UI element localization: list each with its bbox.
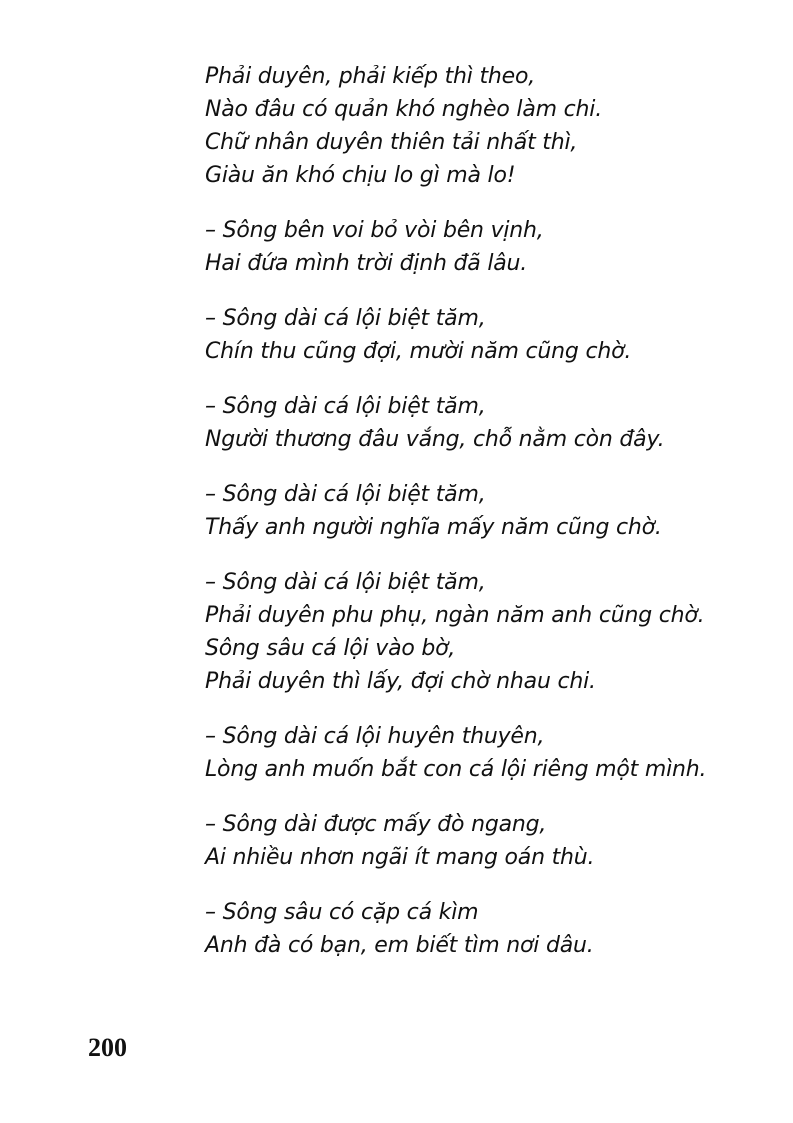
verse-line: – Sông dài cá lội huyên thuyên, [205, 724, 545, 749]
verse-line: – Sông dài cá lội biệt tăm, [205, 570, 486, 595]
verse-line: Hai đứa mình trời định đã lâu. [205, 251, 528, 276]
verse-line: Người thương đâu vắng, chỗ nằm còn đây. [205, 427, 665, 452]
verse-line: – Sông bên voi bỏ vòi bên vịnh, [205, 218, 544, 243]
verse-line: – Sông sâu có cặp cá kìm [205, 900, 479, 925]
verse-line: Anh đà có bạn, em biết tìm nơi dâu. [205, 933, 594, 958]
verse-line: Nào đâu có quản khó nghèo làm chi. [205, 97, 602, 122]
verse-line: Thấy anh người nghĩa mấy năm cũng chờ. [205, 515, 662, 540]
verse-line: – Sông dài cá lội biệt tăm, [205, 394, 486, 419]
verse-line: Sông sâu cá lội vào bờ, [205, 636, 456, 661]
stanza [205, 60, 765, 192]
stanza [205, 214, 765, 280]
stanza [205, 302, 765, 368]
poem-body [205, 60, 765, 984]
stanza [205, 720, 765, 786]
stanza [205, 566, 765, 698]
stanza [205, 478, 765, 544]
verse-line: – Sông dài được mấy đò ngang, [205, 812, 547, 837]
verse-line: Giàu ăn khó chịu lo gì mà lo! [205, 163, 516, 188]
verse-line: Lòng anh muốn bắt con cá lội riêng một mình. [205, 757, 707, 782]
stanza [205, 808, 765, 874]
verse-line: Ai nhiều nhơn ngãi ít mang oán thù. [205, 845, 595, 870]
page-number: 200 [88, 1033, 127, 1062]
verse-line: Chữ nhân duyên thiên tải nhất thì, [205, 130, 578, 155]
stanza [205, 390, 765, 456]
verse-line: – Sông dài cá lội biệt tăm, [205, 482, 486, 507]
verse-line: Phải duyên thì lấy, đợi chờ nhau chi. [205, 669, 596, 694]
verse-line: Chín thu cũng đợi, mười năm cũng chờ. [205, 339, 632, 364]
stanza [205, 896, 765, 962]
verse-line: Phải duyên, phải kiếp thì theo, [205, 64, 536, 89]
verse-line: Phải duyên phu phụ, ngàn năm anh cũng chờ. [205, 603, 705, 628]
verse-line: – Sông dài cá lội biệt tăm, [205, 306, 486, 331]
